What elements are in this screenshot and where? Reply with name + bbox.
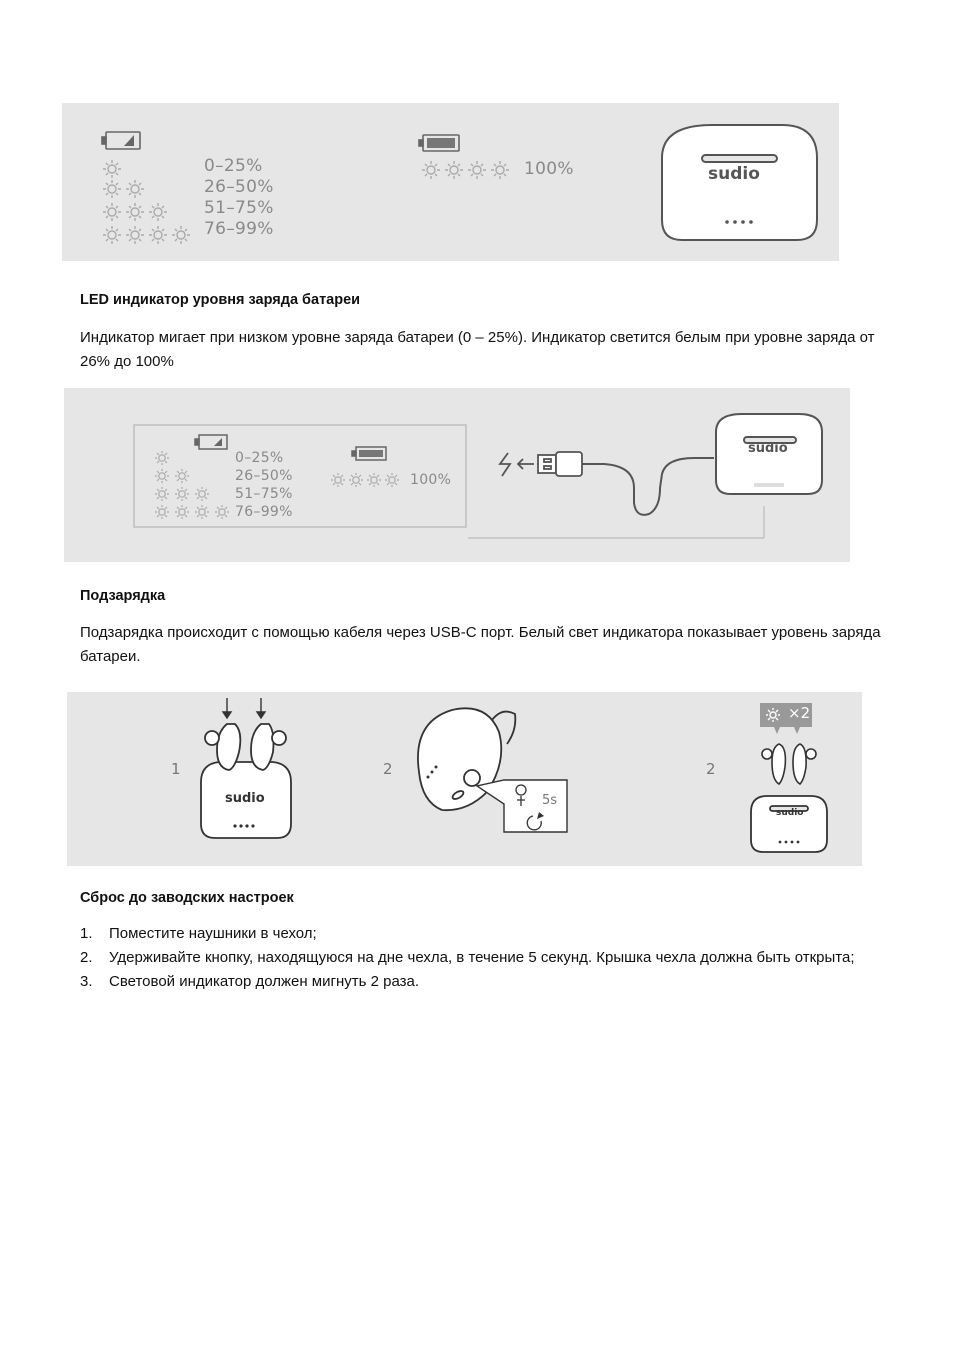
section-text-led: Индикатор мигает при низком уровне заряда батареи (0 – 25%). Индикатор светится белым при уровне заряда от 26% до 100%	[80, 329, 875, 370]
step-number-2a: 2	[383, 760, 393, 778]
list-number: 1.	[80, 925, 93, 942]
charging-illustration	[64, 388, 850, 562]
list-text: Удерживайте кнопку, находящуюся на дне чехла, в течение 5 секунд. Крышка чехла должна быть открыта;	[109, 949, 855, 966]
battery-led-illustration	[62, 103, 839, 261]
level2-0-25: 0–25%	[235, 450, 284, 466]
section-heading-reset: Сброс до заводских настроек	[80, 890, 294, 906]
led-star-rows	[103, 160, 190, 244]
case-with-earbuds	[201, 724, 291, 838]
blink-count: ×2	[788, 704, 811, 722]
list-item	[80, 922, 880, 946]
brand-logo-3: sudio	[225, 791, 265, 806]
level-51-75: 51–75%	[204, 198, 274, 218]
list-item	[80, 970, 880, 994]
charging-case-drawing-3	[751, 796, 827, 852]
list-text: Поместите наушники в чехол;	[109, 925, 317, 942]
section-heading-led: LED индикатор уровня заряда батареи	[80, 292, 361, 308]
led-star-row-full	[422, 161, 509, 179]
charging-graphic	[64, 388, 850, 562]
down-arrows	[223, 698, 265, 718]
level2-76-99: 76–99%	[235, 504, 293, 520]
level-0-25: 0–25%	[204, 156, 263, 176]
level-76-99: 76–99%	[204, 219, 274, 239]
list-number: 3.	[80, 973, 93, 990]
level2-26-50: 26–50%	[235, 468, 293, 484]
level2-100: 100%	[410, 472, 452, 488]
list-text: Световой индикатор должен мигнуть 2 раза.	[109, 973, 420, 990]
brand-logo-2: sudio	[748, 441, 788, 456]
battery-low-icon-2	[195, 435, 227, 449]
lightning-icon	[500, 453, 510, 476]
arrow-left-icon	[518, 459, 534, 469]
step-number-2b: 2	[706, 760, 716, 778]
battery-full-icon	[419, 135, 459, 151]
divider-line	[468, 506, 764, 538]
battery-full-icon-2	[352, 447, 386, 460]
list-number: 2.	[80, 949, 93, 966]
usb-c-plug	[538, 452, 582, 476]
brand-logo-4: sudio	[776, 808, 804, 818]
section-text-charging: Подзарядка происходит с помощью кабеля через USB-C порт. Белый свет индикатора показывает уровень заряда батареи.	[80, 624, 881, 665]
step-number-1: 1	[171, 760, 181, 778]
hold-duration: 5s	[542, 793, 558, 808]
earbuds-pair	[762, 744, 816, 784]
section-heading-charging: Подзарядка	[80, 588, 166, 604]
battery-low-icon	[102, 132, 140, 149]
reset-steps-list	[80, 922, 880, 994]
brand-logo: sudio	[708, 164, 760, 184]
level-100: 100%	[524, 159, 574, 179]
level2-51-75: 51–75%	[235, 486, 293, 502]
reset-graphic	[67, 692, 862, 866]
level-26-50: 26–50%	[204, 177, 274, 197]
usb-cable	[582, 458, 714, 515]
reset-illustration	[67, 692, 862, 866]
list-item	[80, 946, 880, 970]
